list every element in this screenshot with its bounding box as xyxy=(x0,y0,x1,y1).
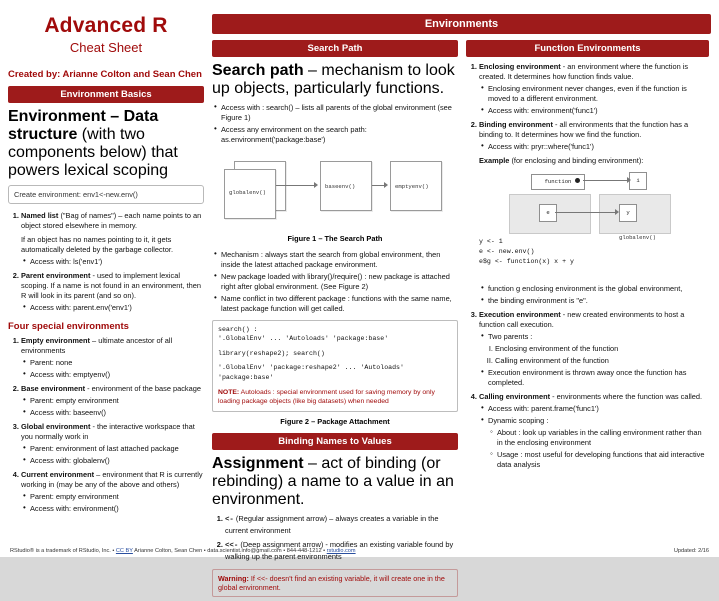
page-title: Advanced R xyxy=(44,14,168,37)
binding-intro-rest: – act of binding (or rebinding) a name to a value in an environment. xyxy=(212,455,454,509)
footer-updated: Updated: 2/16 xyxy=(673,548,709,554)
special-bullets xyxy=(21,358,204,380)
environment-definition-rest: (with two components below) that powers lexical scoping xyxy=(8,126,178,179)
execution-parents-list xyxy=(479,344,709,366)
section-header-binding-names: Binding Names to Values xyxy=(212,433,458,450)
fe-rest: - an environment where the function is created. It determines how function finds value. xyxy=(479,62,689,81)
list-item: • Parent: empty environment xyxy=(30,396,204,406)
banner-environments: Environments xyxy=(212,14,711,34)
special-title: Empty environment xyxy=(21,335,90,345)
list-item xyxy=(479,62,709,116)
list-item: II. Calling environment of the function xyxy=(495,356,709,366)
note-label: NOTE: xyxy=(218,388,240,396)
list-item xyxy=(21,422,204,466)
arrow-head-fn-i xyxy=(627,177,631,183)
fe-title: Enclosing environment xyxy=(479,62,561,71)
component-rest: ("Bag of names") – each name points to an object stored elsewhere in memory. xyxy=(21,211,202,230)
component-bullets xyxy=(21,303,204,313)
right-column xyxy=(466,40,709,601)
list-item: • Access with: baseenv() xyxy=(30,408,204,418)
list-item: • Mechanism : always start the search from global environment, then inside the latest attached package environment. xyxy=(221,250,458,270)
list-item: • the binding environment is "e". xyxy=(488,296,709,306)
special-bullets xyxy=(21,492,204,514)
list-item: • Parent: environment of last attached package xyxy=(30,444,204,454)
section-header-function-environments: Function Environments xyxy=(466,40,709,57)
component-rest: - used to implement lexical scoping. If a name is not found in an environment, then R will look in its parent (and so on). xyxy=(21,270,201,300)
list-item: • Access with: pryr::where('func1') xyxy=(488,142,709,152)
special-bullets xyxy=(21,396,204,418)
created-by: Created by: Arianne Colton and Sean Chen xyxy=(8,69,202,80)
warning-label: Warning: xyxy=(218,574,249,584)
arrow-head-2 xyxy=(384,182,388,188)
arrow-line-2 xyxy=(372,185,384,186)
fe-tail-bullets xyxy=(479,368,709,388)
search-path-intro-bold: Search path xyxy=(212,62,304,79)
list-item xyxy=(21,271,204,313)
fe-rest: - new created environments to host a function call execution. xyxy=(479,309,685,329)
example-line xyxy=(479,156,709,166)
special-rest: - the interactive workspace that you normally work in xyxy=(21,421,195,441)
function-environments-list xyxy=(466,62,709,470)
code-line: e$g <- function(x) x + y xyxy=(479,257,574,265)
list-item: • Access with : search() – lists all parents of the global environment (see Figure 1) xyxy=(221,103,458,123)
special-rest: – environment that R is currently working in (may be any of the above and others) xyxy=(21,469,203,489)
special-rest: – ultimate ancestor of all environments xyxy=(21,335,173,355)
example-rest: (for enclosing and binding environment): xyxy=(509,155,644,165)
special-bullets xyxy=(21,444,204,466)
fe-bullets xyxy=(479,404,709,470)
cc-by-link[interactable]: CC BY xyxy=(115,548,133,554)
environment-definition-bold: Environment – Data structure xyxy=(8,108,159,143)
binding-warning-box xyxy=(212,569,458,597)
list-item: • Parent: empty environment xyxy=(30,492,204,502)
binding-text: (Regular assignment arrow) – always creates a variable in the current environment xyxy=(225,514,439,536)
list-item: • Access with: emptyenv() xyxy=(30,370,204,380)
list-item xyxy=(21,336,204,380)
binding-intro-bold: Assignment xyxy=(212,455,304,473)
example-label: Example xyxy=(479,155,510,165)
env-label-emptyenv: emptyenv() xyxy=(395,182,429,190)
list-item: • Access with: parent.frame('func1') xyxy=(488,404,709,414)
component-paragraph: If an object has no names pointing to it, it gets automatically deleted by the garbage collector. xyxy=(21,234,174,254)
list-item xyxy=(21,211,204,267)
section-header-search-path: Search Path xyxy=(212,40,458,57)
special-title: Base environment xyxy=(21,383,86,393)
binding-symbol: <- xyxy=(225,516,234,525)
figure-search-path xyxy=(212,151,458,229)
footer-text-2: Arianne Colton, Sean Chen • data.scientist.info@gmail.com • 844-448-1212 • xyxy=(132,548,327,554)
code-line: '.GlobalEnv' ... 'Autoloads' 'package:base' xyxy=(218,335,389,343)
list-item xyxy=(225,514,458,536)
environment-components-list xyxy=(8,211,204,313)
special-title: Global environment xyxy=(21,421,91,431)
search-path-code-block xyxy=(212,320,458,412)
arrow-head-1 xyxy=(314,182,318,188)
special-environments-list xyxy=(8,336,204,514)
binding-symbol: <<- xyxy=(225,542,239,551)
figure-2-caption: Figure 2 – Package Attachment xyxy=(280,417,390,427)
section-header-environment-basics: Environment Basics xyxy=(8,86,204,103)
arrow-line-1 xyxy=(276,185,314,186)
special-environments-heading: Four special environments xyxy=(8,320,129,332)
figure-enclosing-binding xyxy=(479,172,709,264)
special-title: Current environment xyxy=(21,469,95,479)
figure-1-caption: Figure 1 – The Search Path xyxy=(287,233,383,243)
arrow-line-e-y xyxy=(555,212,617,213)
fe-title: Calling environment xyxy=(479,391,551,401)
search-path-bullets xyxy=(212,103,458,145)
arrow-line-fn-i xyxy=(583,180,627,181)
fe-rest: - all environments that the function has a binding to. It determines how we find the function. xyxy=(479,119,689,139)
footer-text-1: RStudio® is a trademark of RStudio, Inc. • xyxy=(10,548,116,554)
arrow-head-e-y xyxy=(615,209,619,215)
rstudio-link[interactable]: rstudio.com xyxy=(326,548,356,554)
special-rest: - environment of the base package xyxy=(85,383,201,393)
list-item xyxy=(479,120,709,306)
page-subtitle: Cheat Sheet xyxy=(69,40,143,55)
search-path-mechanism-bullets xyxy=(212,250,458,314)
search-path-intro xyxy=(212,62,458,98)
fe-bullets xyxy=(479,332,709,342)
function-box: function xyxy=(531,174,585,190)
list-item xyxy=(21,384,204,418)
list-item: • Access with: environment('func1') xyxy=(488,106,709,116)
footer xyxy=(0,543,719,557)
environment-definition xyxy=(8,108,204,180)
list-item: • Access with: parent.env('env1') xyxy=(30,303,204,313)
note-text: Autoloads : special environment used for saving memory by only loading package objects (like big datasets) when needed xyxy=(218,388,435,406)
list-item: • New package loaded with library()/require() : new package is attached right after global environment. (See Figure 2) xyxy=(221,272,458,292)
list-item: I. Enclosing environment of the function xyxy=(495,344,709,354)
component-title: Named list xyxy=(21,211,59,220)
search-path-intro-rest: – mechanism to look up objects, particularly functions. xyxy=(212,62,455,97)
list-item: ◦ Usage : most useful for developing functions that aid interactive data analysis xyxy=(497,450,709,470)
env-label-globalenv: globalenv() xyxy=(229,188,266,196)
figure-notes xyxy=(479,284,709,306)
fe-bullets xyxy=(479,84,709,116)
footer-left xyxy=(10,548,356,554)
code-line: e <- new.env() xyxy=(479,247,535,255)
dynamic-scoping-label: Dynamic scoping : xyxy=(488,415,549,425)
code-line: '.GlobalEnv' 'package:reshape2' ... 'Autoloads' 'package:base' xyxy=(218,364,404,382)
create-environment-code[interactable]: Create environment: env1<-new.env() xyxy=(8,185,204,204)
box-e: e xyxy=(539,204,557,222)
component-bullets xyxy=(21,257,204,267)
box-i: i xyxy=(629,172,647,190)
left-column xyxy=(8,8,204,540)
fe-bullets xyxy=(479,142,709,152)
list-item xyxy=(21,470,204,514)
list-item: • Access with: globalenv() xyxy=(30,456,204,466)
list-item: • Enclosing environment never changes, even if the function is moved to a different environment. xyxy=(488,84,709,104)
dynamic-scoping-sub-bullets xyxy=(488,428,709,470)
fe-title: Binding environment xyxy=(479,119,553,129)
list-item: • Two parents : xyxy=(488,332,709,342)
warning-text: If <<- doesn't find an existing variable, it will create one in the global environment. xyxy=(218,574,445,593)
code-line: search() : xyxy=(218,325,258,333)
figure-code-block xyxy=(479,237,574,267)
list-item: • Access any environment on the search path: as.environment('package:base') xyxy=(221,125,458,145)
fe-title: Execution environment xyxy=(479,309,561,319)
box-y: y xyxy=(619,204,637,222)
list-item: • Execution environment is thrown away once the function has completed. xyxy=(488,368,709,388)
list-item: • Access with: environment() xyxy=(30,504,204,514)
env-label-baseenv: baseenv() xyxy=(325,182,356,190)
binding-intro xyxy=(212,455,458,509)
code-line: y <- 1 xyxy=(479,237,503,245)
list-item: ◦ About : look up variables in the calling environment rather than in the enclosing environment xyxy=(497,428,709,448)
list-item: • Parent: none xyxy=(30,358,204,368)
middle-column xyxy=(212,40,458,601)
lower-columns xyxy=(212,40,711,601)
label-globalenv: globalenv() xyxy=(619,233,656,241)
list-item: • Name conflict in two different package : functions with the same name, latest package function will get called. xyxy=(221,294,458,314)
list-item xyxy=(488,416,709,470)
list-item xyxy=(479,392,709,470)
list-item: • Access with: ls('env1') xyxy=(30,257,204,267)
code-line: library(reshape2); search() xyxy=(218,349,325,357)
function-dot xyxy=(575,178,580,183)
fe-rest: - environments where the function was called. xyxy=(550,391,703,401)
list-item xyxy=(479,310,709,388)
search-path-note xyxy=(218,388,452,408)
component-title: Parent environment xyxy=(21,270,91,280)
list-item: • function g enclosing environment is the global environment, xyxy=(488,284,709,294)
binding-text: (Deep assignment arrow) - modifies an existing variable found by walking up the parent environments xyxy=(225,540,454,562)
